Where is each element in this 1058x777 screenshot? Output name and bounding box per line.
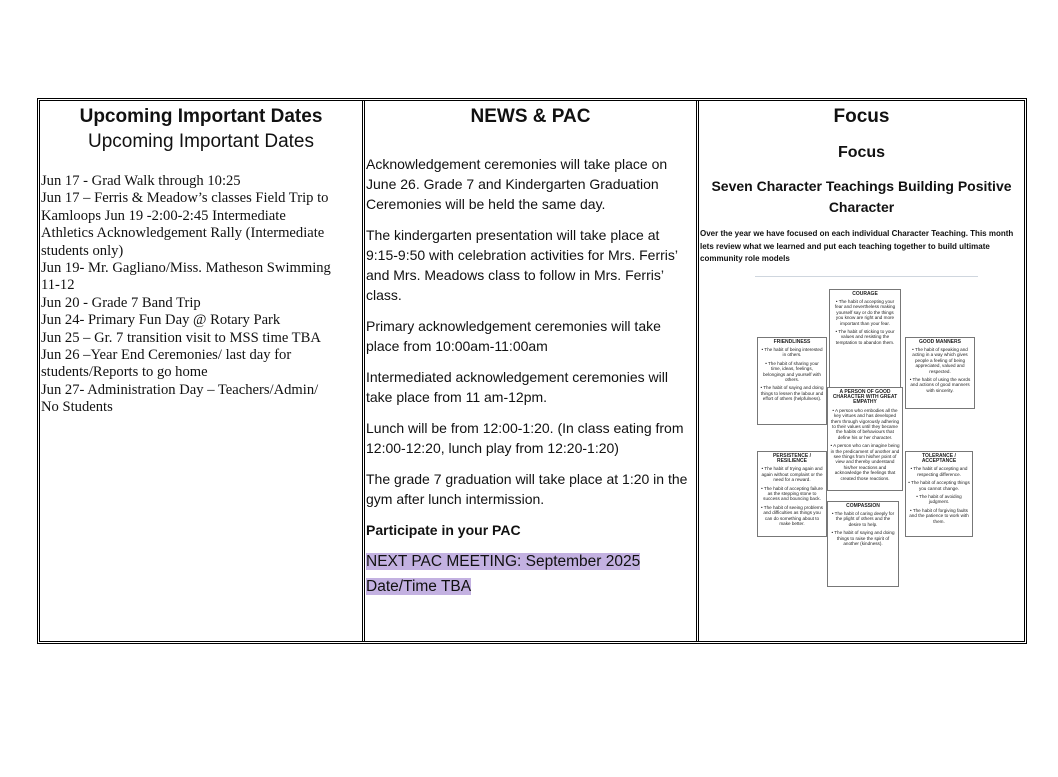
center-bullet: • A person who embodies all the key virtues and has developed them through vigorously adhering to their values until they became the habits of behaviours that define his or her character. <box>830 407 900 440</box>
focus-heading: Seven Character Teachings Building Positive Character <box>711 178 1012 215</box>
friendliness-bullet: • The habit of being interested in others. <box>761 346 823 358</box>
date-line: Jun 25 – Gr. 7 transition visit to MSS time TBA <box>41 329 321 346</box>
good-manners-bullet: • The habit of using the words and actions of good manners with sincerity. <box>909 376 971 393</box>
pac-meeting-line: NEXT PAC MEETING: September 2025 <box>366 553 641 570</box>
tolerance-bullet: • The habit of accepting and respecting difference. <box>910 466 968 477</box>
news-title: NEWS & PAC <box>470 106 591 127</box>
dates-list <box>40 173 362 417</box>
tolerance-bullet: • The habit of accepting things you cannot change. <box>908 480 970 491</box>
focus-subtitle: Focus <box>837 144 886 161</box>
persistence-bullet: • The habit of accepting failure as the stepping stone to success and bouncing back. <box>761 485 823 502</box>
focus-intro: Over the year we have focused on each individual Character Teaching. This month lets review what we learned and put each teaching together to build ultimate community role models <box>700 229 1014 263</box>
news-paragraph: Acknowledgement ceremonies will take place on June 26. Grade 7 and Kindergarten Graduation Ceremonies will be held the same day. <box>366 156 668 212</box>
persistence-title: PERSISTENCE / RESILIENCE <box>772 452 812 464</box>
news-paragraph: The kindergarten presentation will take place at 9:15-9:50 with celebration activities for Mrs. Ferris’ and Mrs. Meadows class to follow in Mrs. Ferris’ class. <box>366 227 678 303</box>
courage-title: COURAGE <box>852 290 878 297</box>
news-paragraph: Primary acknowledgement ceremonies will take place from 10:00am-11:00am <box>366 318 661 354</box>
date-line: Athletics Acknowledgement Rally (Intermediate <box>41 225 325 242</box>
focus-title: Focus <box>833 106 890 127</box>
tolerance-box <box>905 451 973 537</box>
good-manners-title: GOOD MANNERS <box>919 338 961 345</box>
persistence-bullet: • The habit of seeing problems and difficulties as things you can do something about to make better. <box>760 504 824 526</box>
date-line: Jun 17 - Grad Walk through 10:25 <box>41 173 241 189</box>
tolerance-bullet: • The habit of avoiding judgment. <box>916 493 962 505</box>
date-line: Jun 19- Mr. Gagliano/Miss. Matheson Swimming <box>41 260 331 277</box>
friendliness-box <box>757 337 827 425</box>
news-paragraph: The grade 7 graduation will take place at 1:20 in the gym after lunch intermission. <box>366 471 688 507</box>
character-teachings-diagram <box>699 289 1024 589</box>
newsletter-table <box>37 98 1027 644</box>
pac-meeting-notice <box>366 549 694 599</box>
dates-subtitle: Upcoming Important Dates <box>88 131 314 152</box>
news-paragraph: Lunch will be from 12:00-1:20. (In class eating from 12:00-12:20, lunch play from 12:20-1:20) <box>366 420 684 456</box>
pac-callout: Participate in your PAC <box>366 522 521 538</box>
pac-meeting-date: Date/Time TBA <box>366 578 472 595</box>
compassion-bullet: • The habit of saying and doing things to raise the spirit of another (kindness). <box>831 530 895 546</box>
compassion-box <box>827 501 899 587</box>
tolerance-bullet: • The habit of forgiving faults and the patience to work with them. <box>909 507 969 524</box>
news-paragraph: Intermediated acknowledgement ceremonies will take place from 11 am-12pm. <box>366 369 668 405</box>
focus-column <box>699 101 1024 641</box>
dates-title: Upcoming Important Dates <box>79 106 323 127</box>
courage-bullet: • The habit of accepting your fear and nevertheless making yourself say or do the things you know are right and more important than your fear. <box>834 298 896 326</box>
friendliness-bullet: • The habit of saying and doing things to lessen the labour and effort of others (helpfulness). <box>760 385 824 402</box>
center-bullet: • A person who can imagine being in the predicament of another and see things from his/her point of view and thereby understand his/her reactions and acknowledge the feelings that created those reactions. <box>830 443 900 481</box>
date-line: students/Reports to go home <box>41 364 208 381</box>
news-column <box>365 101 699 641</box>
center-title: A PERSON OF GOOD CHARACTER WITH GREAT EMPATHY <box>832 388 898 406</box>
friendliness-bullet: • The habit of sharing your time, ideas, feelings, belongings and yourself with others. <box>763 360 821 382</box>
date-line: Jun 27- Administration Day – Teachers/Admin/ <box>41 381 319 398</box>
date-line: Jun 24- Primary Fun Day @ Rotary Park <box>41 312 281 329</box>
date-line: Kamloops Jun 19 -2:00-2:45 Intermediate <box>41 207 286 224</box>
courage-box <box>829 289 901 389</box>
good-manners-bullet: • The habit of speaking and acting in a way which gives people a feeling of being appreciated, valued and respected. <box>912 346 968 374</box>
center-character-box <box>827 387 903 491</box>
compassion-title: COMPASSION <box>846 502 880 509</box>
friendliness-title: FRIENDLINESS <box>773 338 811 345</box>
compassion-bullet: • The habit of caring deeply for the plight of others and the desire to help. <box>831 510 895 527</box>
date-line: No Students <box>41 399 113 416</box>
tolerance-title: TOLERANCE / ACCEPTANCE <box>921 452 957 464</box>
date-line: Jun 20 - Grade 7 Band Trip <box>41 294 201 311</box>
persistence-bullet: • The habit of trying again and again without complaint or the need for a reward. <box>761 466 823 483</box>
dates-column <box>40 101 365 641</box>
news-body <box>365 154 696 599</box>
date-line: Jun 26 –Year End Ceremonies/ last day for <box>41 347 292 364</box>
divider <box>755 276 978 277</box>
persistence-box <box>757 451 827 537</box>
date-line: Jun 17 – Ferris & Meadow’s classes Field Trip to <box>41 190 329 207</box>
courage-bullet: • The habit of sticking to your values and resisting the temptation to abandon them. <box>835 328 895 345</box>
date-line: students only) <box>41 242 124 259</box>
date-line: 11-12 <box>41 277 75 294</box>
good-manners-box <box>905 337 975 409</box>
